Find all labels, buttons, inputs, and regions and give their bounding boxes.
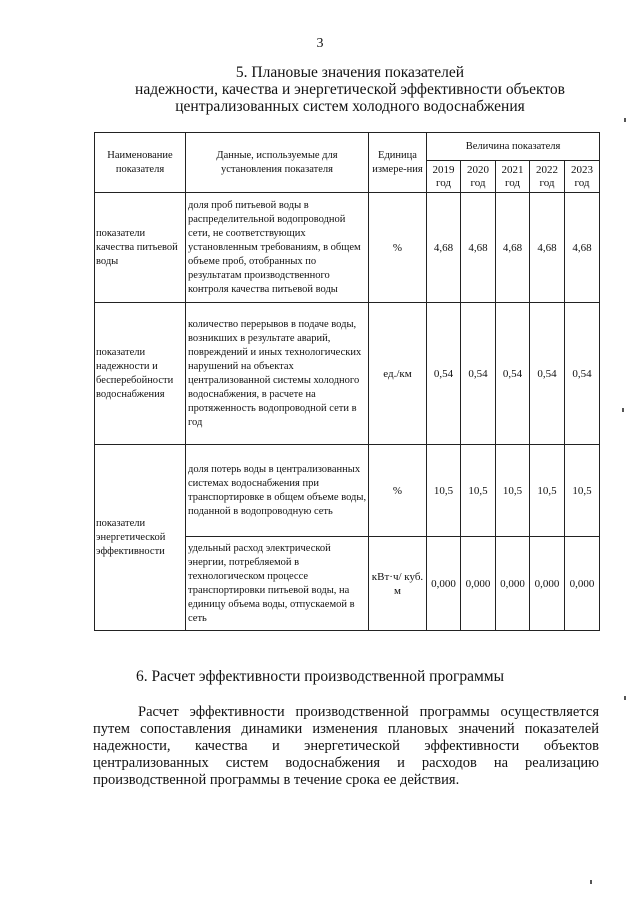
section5-title-line-2: надежности, качества и энергетической эффективности объектов: [135, 81, 565, 98]
year-2023: 2023 год: [565, 161, 600, 193]
section6-paragraph-text: Расчет эффективности производственной программы осуществляется путем сопоставления динамики изменения плановых значений показателей надежности, качества и энергетической эффективности объектов централизованных систем водоснабжения и расходов на реализацию производственной программы в течение срока ее действия.: [93, 704, 599, 788]
row-value: 10,5: [496, 445, 530, 537]
row-value: 0,54: [530, 303, 565, 445]
row-value: 4,68: [530, 193, 565, 303]
row-value: 4,68: [565, 193, 600, 303]
row-value: 0,000: [530, 537, 565, 631]
scan-mark: [590, 880, 592, 884]
row-value: 10,5: [427, 445, 461, 537]
row-unit: %: [369, 445, 427, 537]
header-name: Наименование показателя: [95, 133, 186, 193]
table-row: [95, 303, 600, 445]
page-number: 3: [316, 36, 324, 51]
section5-title-line-3: централизованных систем холодного водоснабжения: [175, 98, 525, 115]
row-value: 0,000: [461, 537, 496, 631]
header-row-1: [95, 133, 600, 161]
header-data: Данные, используемые для установления показателя: [186, 133, 369, 193]
row-value: 0,000: [427, 537, 461, 631]
row-value: 4,68: [427, 193, 461, 303]
category-energy: показатели энергетической эффективности: [95, 445, 186, 631]
year-2020: 2020 год: [461, 161, 496, 193]
row-value: 0,54: [461, 303, 496, 445]
year-2021: 2021 год: [496, 161, 530, 193]
scan-mark: [624, 696, 626, 700]
row-value: 0,000: [565, 537, 600, 631]
year-2019: 2019 год: [427, 161, 461, 193]
row-description: доля потерь воды в централизованных системах водоснабжения при транспортировке в общем объеме воды, поданной в водопроводную сеть: [186, 445, 369, 537]
row-value: 0,000: [496, 537, 530, 631]
row-value: 4,68: [496, 193, 530, 303]
indicators-table: [94, 132, 600, 631]
row-value: 0,54: [496, 303, 530, 445]
scan-mark: [624, 118, 626, 122]
category-reliability: показатели надежности и бесперебойности водоснабжения: [95, 303, 186, 445]
section6-paragraph: [93, 704, 599, 789]
section5-title: [70, 64, 630, 115]
row-value: 0,54: [565, 303, 600, 445]
table-row: [95, 193, 600, 303]
section6-title: 6. Расчет эффективности производственной программы: [136, 668, 504, 685]
category-quality: показатели качества питьевой воды: [95, 193, 186, 303]
row-value: 0,54: [427, 303, 461, 445]
scan-mark: [622, 408, 624, 412]
row-description: доля проб питьевой воды в распределительной водопроводной сети, не соответствующих установленным требованиям, в общем объеме проб, отобранных по результатам производственного контроля качества питьевой воды: [186, 193, 369, 303]
year-2022: 2022 год: [530, 161, 565, 193]
row-description: удельный расход электрической энергии, потребляемой в технологическом процессе транспортировки питьевой воды, на единицу объема воды, отпускаемой в сеть: [186, 537, 369, 631]
header-value: Величина показателя: [427, 133, 600, 161]
section5-title-line-1: 5. Плановые значения показателей: [235, 64, 465, 81]
table-row: [95, 445, 600, 537]
row-description: количество перерывов в подаче воды, возникших в результате аварий, повреждений и иных технологических нарушений на объектах централизованной системы холодного водоснабжения, в расчете на протяженность водопроводной сети в год: [186, 303, 369, 445]
row-value: 4,68: [461, 193, 496, 303]
row-value: 10,5: [461, 445, 496, 537]
row-unit: %: [369, 193, 427, 303]
row-value: 10,5: [565, 445, 600, 537]
row-value: 10,5: [530, 445, 565, 537]
row-unit: кВт·ч/ куб. м: [369, 537, 427, 631]
row-unit: ед./км: [369, 303, 427, 445]
header-unit: Единица измере-ния: [369, 133, 427, 193]
